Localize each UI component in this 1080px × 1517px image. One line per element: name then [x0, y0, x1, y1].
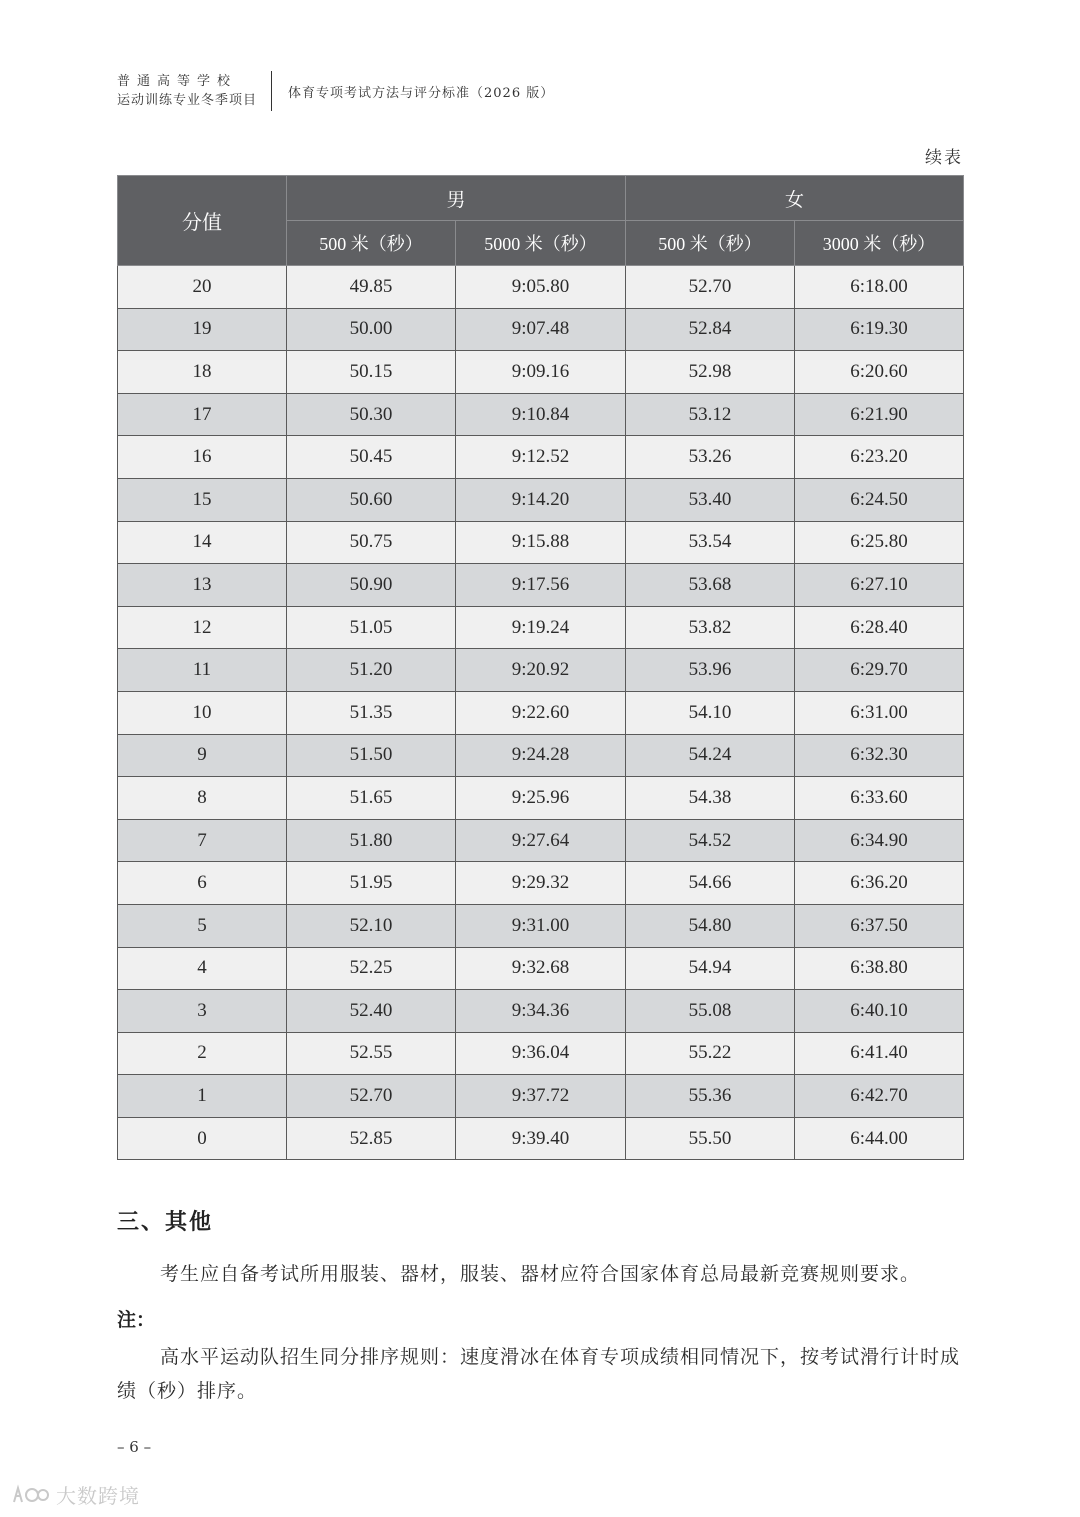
score-table-body — [118, 266, 964, 1160]
section-title: 三、其他 — [117, 1209, 214, 1235]
male-500m-cell: 52.85 — [287, 1117, 456, 1160]
female-500m-cell: 54.94 — [626, 947, 795, 990]
score-cell: 20 — [118, 266, 287, 309]
female-500m-cell: 52.98 — [626, 351, 795, 394]
male-500m-cell: 51.80 — [287, 819, 456, 862]
female-3000m-cell: 6:18.00 — [795, 266, 964, 309]
female-3000m-cell: 6:33.60 — [795, 777, 964, 820]
male-500m-cell: 52.55 — [287, 1032, 456, 1075]
female-3000m-cell: 6:20.60 — [795, 351, 964, 394]
female-500m-cell: 53.12 — [626, 393, 795, 436]
female-500m-cell: 52.70 — [626, 266, 795, 309]
male-500m-cell: 52.40 — [287, 990, 456, 1033]
male-500m-cell: 50.30 — [287, 393, 456, 436]
male-5000m-cell: 9:15.88 — [456, 521, 626, 564]
female-3000m-cell: 6:28.40 — [795, 606, 964, 649]
male-500m-cell: 50.90 — [287, 564, 456, 607]
table-row — [118, 947, 964, 990]
score-cell: 16 — [118, 436, 287, 479]
female-3000m-cell: 6:25.80 — [795, 521, 964, 564]
male-500m-header: 500 米（秒） — [287, 221, 456, 266]
score-cell: 19 — [118, 308, 287, 351]
score-cell: 1 — [118, 1075, 287, 1118]
table-row — [118, 649, 964, 692]
score-cell: 17 — [118, 393, 287, 436]
score-cell: 9 — [118, 734, 287, 777]
female-3000m-cell: 6:23.20 — [795, 436, 964, 479]
score-cell: 14 — [118, 521, 287, 564]
score-cell: 7 — [118, 819, 287, 862]
female-500m-cell: 53.54 — [626, 521, 795, 564]
male-500m-cell: 50.00 — [287, 308, 456, 351]
male-500m-cell: 51.50 — [287, 734, 456, 777]
table-row — [118, 1117, 964, 1160]
female-500m-cell: 54.80 — [626, 904, 795, 947]
female-3000m-cell: 6:27.10 — [795, 564, 964, 607]
male-5000m-cell: 9:34.36 — [456, 990, 626, 1033]
female-500m-cell: 54.66 — [626, 862, 795, 905]
female-500m-cell: 53.96 — [626, 649, 795, 692]
table-row — [118, 1032, 964, 1075]
header-school-line: 普通高等学校 — [117, 74, 238, 89]
female-500m-cell: 55.22 — [626, 1032, 795, 1075]
male-5000m-cell: 9:25.96 — [456, 777, 626, 820]
watermark-text: 大数跨境 — [56, 1484, 140, 1508]
score-cell: 10 — [118, 691, 287, 734]
watermark — [10, 1480, 140, 1509]
female-3000m-cell: 6:44.00 — [795, 1117, 964, 1160]
male-5000m-cell: 9:19.24 — [456, 606, 626, 649]
score-cell: 3 — [118, 990, 287, 1033]
table-row — [118, 436, 964, 479]
female-500m-cell: 53.26 — [626, 436, 795, 479]
section-paragraph: 考生应自备考试所用服装、器材，服装、器材应符合国家体育总局最新竞赛规则要求。 — [160, 1263, 921, 1285]
watermark-logo-icon — [10, 1482, 50, 1508]
table-row — [118, 734, 964, 777]
score-cell: 11 — [118, 649, 287, 692]
male-500m-cell: 51.35 — [287, 691, 456, 734]
table-row — [118, 393, 964, 436]
female-3000m-cell: 6:36.20 — [795, 862, 964, 905]
female-500m-cell: 55.36 — [626, 1075, 795, 1118]
female-500m-cell: 53.68 — [626, 564, 795, 607]
header-left-block — [117, 72, 257, 110]
table-row — [118, 691, 964, 734]
male-5000m-cell: 9:12.52 — [456, 436, 626, 479]
female-500m-cell: 54.10 — [626, 691, 795, 734]
male-5000m-cell: 9:07.48 — [456, 308, 626, 351]
male-5000m-header: 5000 米（秒） — [456, 221, 626, 266]
score-cell: 18 — [118, 351, 287, 394]
female-3000m-cell: 6:29.70 — [795, 649, 964, 692]
score-cell: 4 — [118, 947, 287, 990]
table-row — [118, 308, 964, 351]
male-5000m-cell: 9:05.80 — [456, 266, 626, 309]
male-group-header: 男 — [287, 176, 626, 221]
header-divider — [271, 71, 272, 111]
male-500m-cell: 51.20 — [287, 649, 456, 692]
score-cell: 5 — [118, 904, 287, 947]
score-cell: 0 — [118, 1117, 287, 1160]
male-5000m-cell: 9:20.92 — [456, 649, 626, 692]
male-5000m-cell: 9:14.20 — [456, 478, 626, 521]
note-text: 高水平运动队招生同分排序规则：速度滑冰在体育专项成绩相同情况下，按考试滑行计时成绩（秒）排序。 — [117, 1346, 961, 1402]
table-row — [118, 904, 964, 947]
female-500m-cell: 55.50 — [626, 1117, 795, 1160]
male-500m-cell: 51.65 — [287, 777, 456, 820]
table-row — [118, 819, 964, 862]
female-3000m-cell: 6:40.10 — [795, 990, 964, 1033]
male-500m-cell: 50.60 — [287, 478, 456, 521]
female-500m-cell: 54.52 — [626, 819, 795, 862]
male-5000m-cell: 9:09.16 — [456, 351, 626, 394]
table-row — [118, 862, 964, 905]
table-row — [118, 521, 964, 564]
female-group-header: 女 — [626, 176, 964, 221]
female-500m-cell: 54.24 — [626, 734, 795, 777]
male-5000m-cell: 9:36.04 — [456, 1032, 626, 1075]
table-row — [118, 606, 964, 649]
table-row — [118, 990, 964, 1033]
male-500m-cell: 51.05 — [287, 606, 456, 649]
female-3000m-cell: 6:37.50 — [795, 904, 964, 947]
female-3000m-cell: 6:41.40 — [795, 1032, 964, 1075]
table-row — [118, 777, 964, 820]
female-500m-cell: 54.38 — [626, 777, 795, 820]
male-5000m-cell: 9:17.56 — [456, 564, 626, 607]
score-cell: 2 — [118, 1032, 287, 1075]
female-500m-cell: 53.40 — [626, 478, 795, 521]
page-header — [117, 70, 554, 112]
male-500m-cell: 52.70 — [287, 1075, 456, 1118]
note-label: 注： — [117, 1309, 156, 1331]
male-5000m-cell: 9:24.28 — [456, 734, 626, 777]
female-500m-cell: 53.82 — [626, 606, 795, 649]
female-500m-header: 500 米（秒） — [626, 221, 795, 266]
male-500m-cell: 49.85 — [287, 266, 456, 309]
male-500m-cell: 51.95 — [287, 862, 456, 905]
table-row — [118, 478, 964, 521]
female-3000m-cell: 6:21.90 — [795, 393, 964, 436]
header-document-title: 体育专项考试方法与评分标准（2026 版） — [288, 85, 555, 101]
male-5000m-cell: 9:29.32 — [456, 862, 626, 905]
female-3000m-cell: 6:32.30 — [795, 734, 964, 777]
table-row — [118, 1075, 964, 1118]
score-cell: 12 — [118, 606, 287, 649]
female-3000m-cell: 6:19.30 — [795, 308, 964, 351]
male-5000m-cell: 9:27.64 — [456, 819, 626, 862]
female-3000m-cell: 6:42.70 — [795, 1075, 964, 1118]
male-500m-cell: 50.45 — [287, 436, 456, 479]
female-3000m-cell: 6:34.90 — [795, 819, 964, 862]
male-500m-cell: 52.10 — [287, 904, 456, 947]
score-cell: 8 — [118, 777, 287, 820]
male-5000m-cell: 9:31.00 — [456, 904, 626, 947]
table-row — [118, 351, 964, 394]
male-5000m-cell: 9:32.68 — [456, 947, 626, 990]
score-table — [117, 175, 964, 1160]
female-500m-cell: 52.84 — [626, 308, 795, 351]
table-row — [118, 564, 964, 607]
female-500m-cell: 55.08 — [626, 990, 795, 1033]
score-column-header: 分值 — [118, 176, 287, 266]
male-5000m-cell: 9:39.40 — [456, 1117, 626, 1160]
male-500m-cell: 50.15 — [287, 351, 456, 394]
male-500m-cell: 52.25 — [287, 947, 456, 990]
male-5000m-cell: 9:37.72 — [456, 1075, 626, 1118]
table-row — [118, 266, 964, 309]
female-3000m-cell: 6:24.50 — [795, 478, 964, 521]
female-3000m-cell: 6:38.80 — [795, 947, 964, 990]
score-cell: 13 — [118, 564, 287, 607]
male-5000m-cell: 9:10.84 — [456, 393, 626, 436]
continued-table-label: 续表 — [925, 148, 963, 168]
page-number: – 6 – — [117, 1438, 152, 1456]
male-500m-cell: 50.75 — [287, 521, 456, 564]
score-cell: 15 — [118, 478, 287, 521]
male-5000m-cell: 9:22.60 — [456, 691, 626, 734]
header-program-line: 运动训练专业冬季项目 — [117, 93, 258, 108]
female-3000m-cell: 6:31.00 — [795, 691, 964, 734]
score-cell: 6 — [118, 862, 287, 905]
female-3000m-header: 3000 米（秒） — [795, 221, 964, 266]
